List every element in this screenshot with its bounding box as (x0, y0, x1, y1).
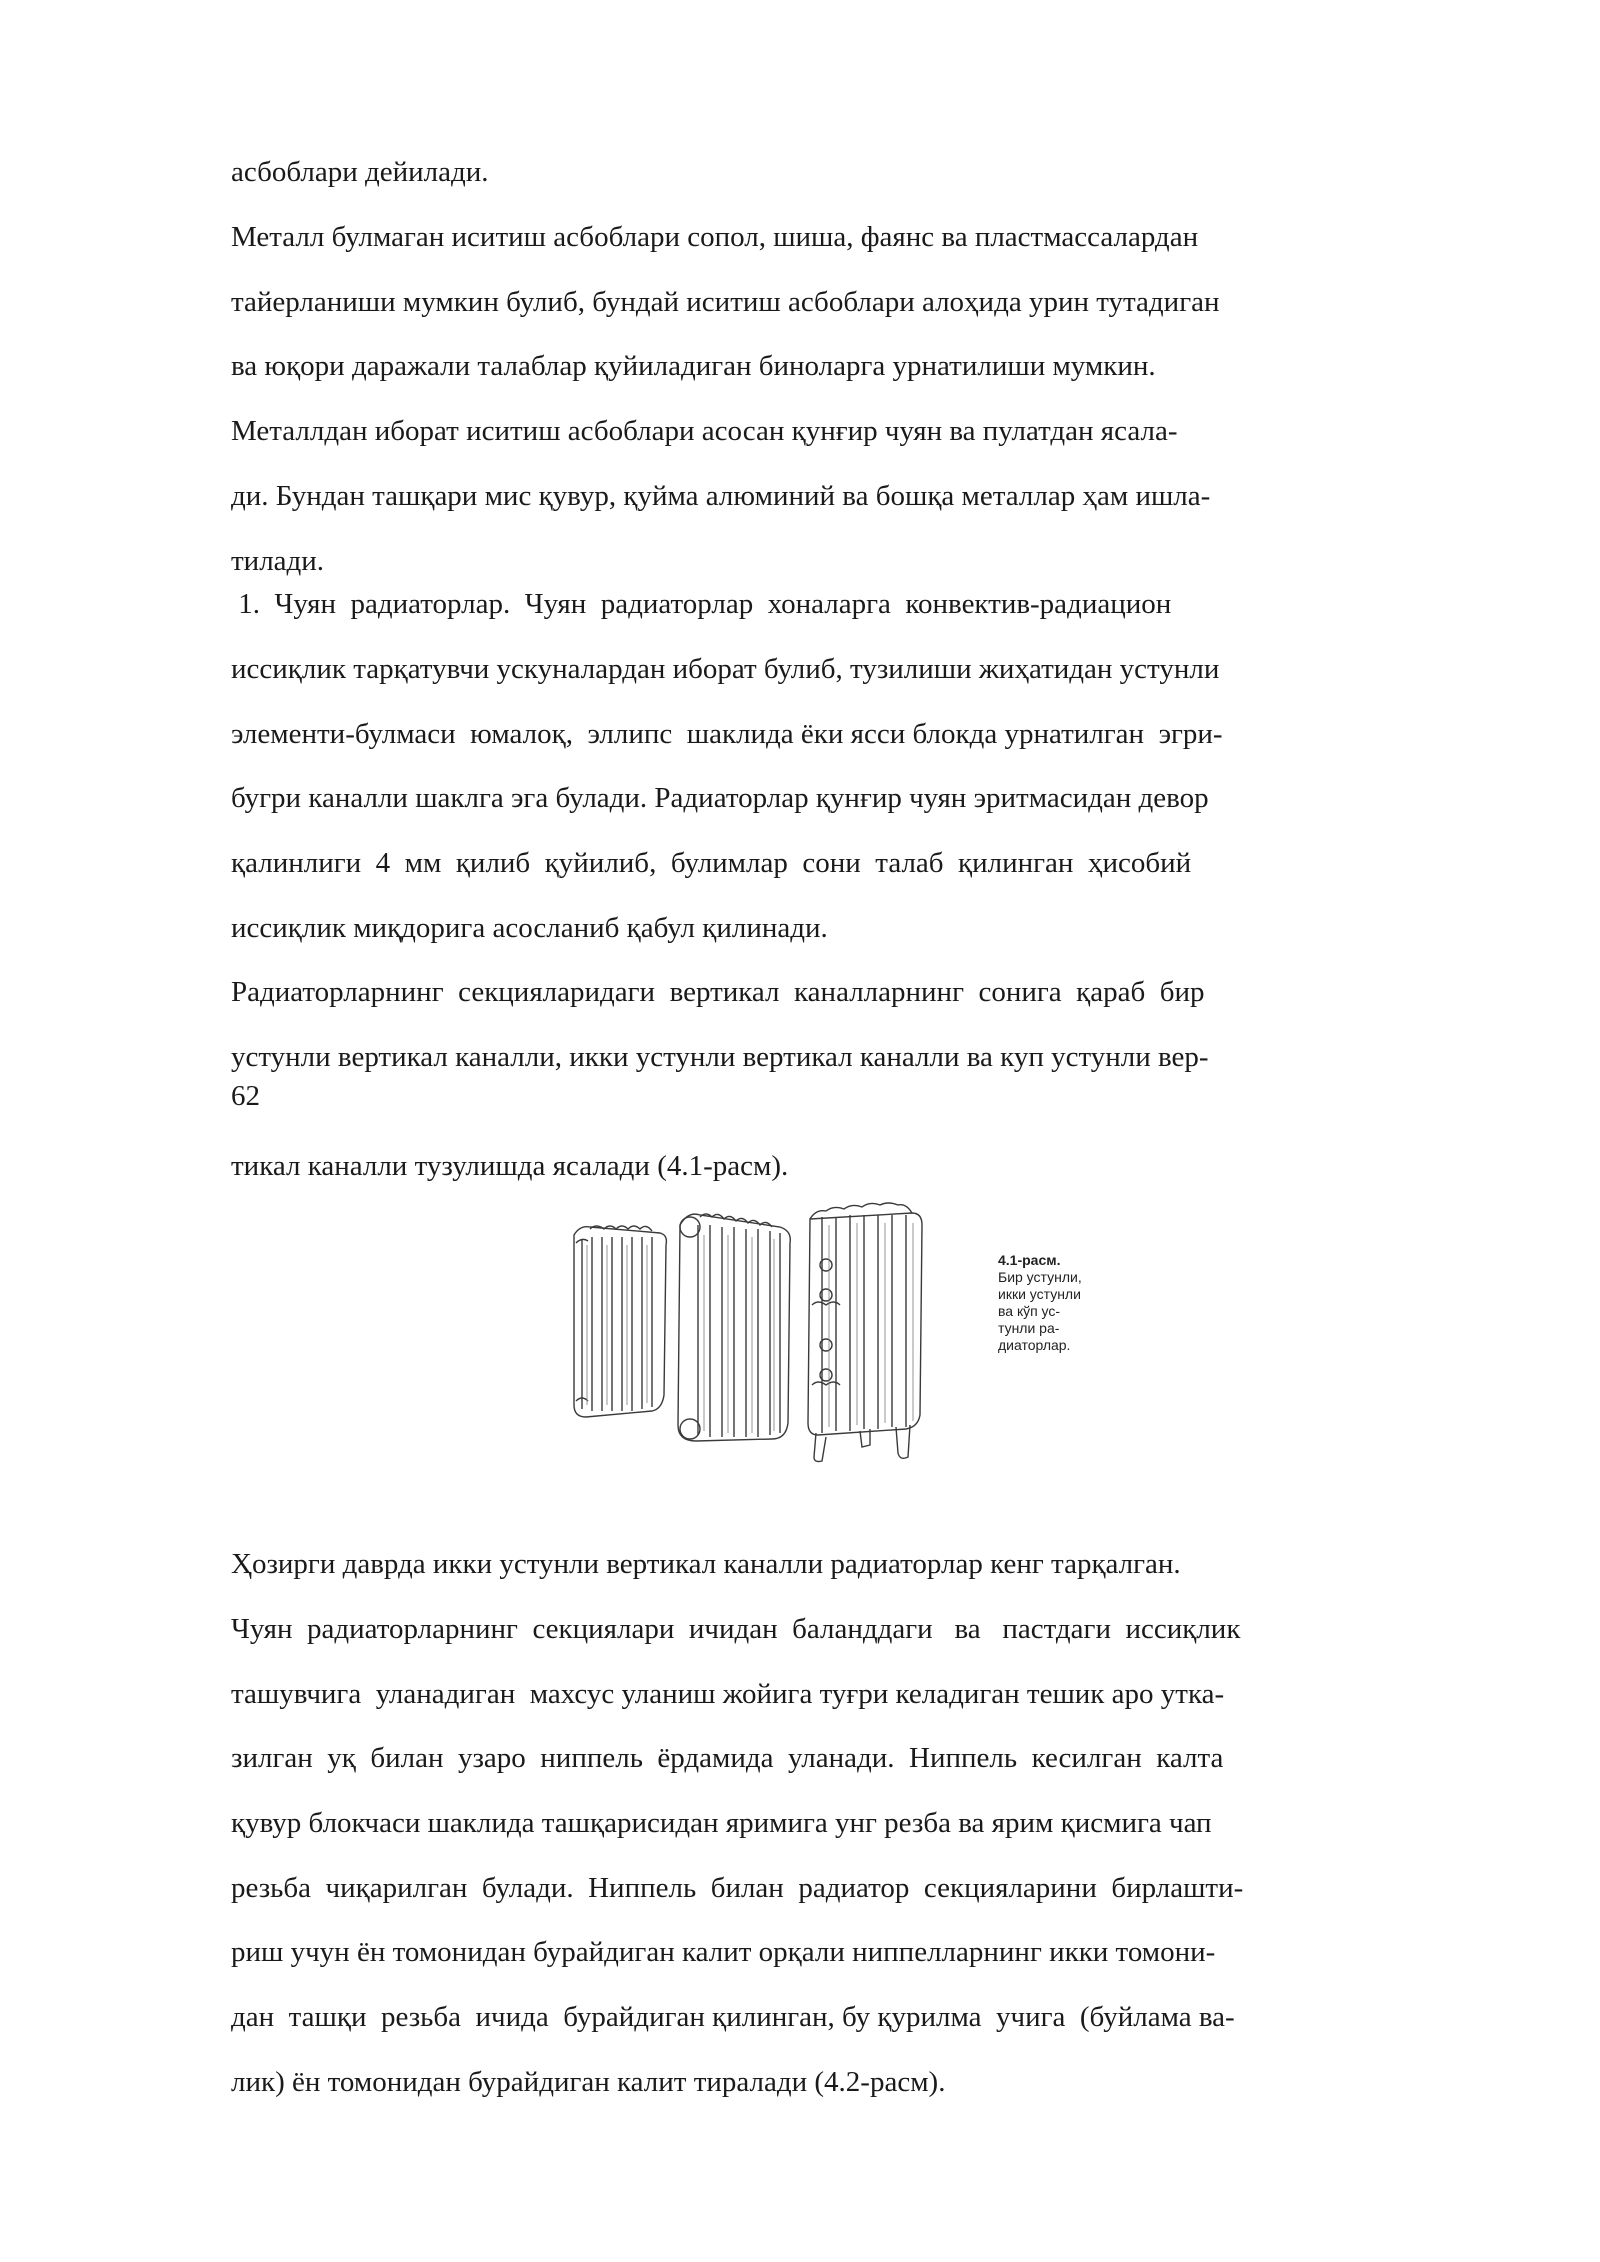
figure-caption-line: ва кўп ус- (998, 1303, 1061, 1319)
text-line: қалинлиги 4 мм қилиб қуйилиб, булимлар сони талаб қилинган ҳисобий (231, 847, 1192, 879)
figure-caption (998, 1252, 1082, 1354)
multi-column-radiator-drawing (808, 1203, 922, 1462)
text-line: ва юқори даражали талаблар қуйиладиган биноларга урнатилиши мумкин. (231, 350, 1156, 382)
figure-caption-line: диаторлар. (998, 1337, 1071, 1353)
text-line: риш учун ён томонидан бурайдиган калит орқали ниппелларнинг икки томони- (231, 1936, 1216, 1968)
page-number: 62 (231, 1080, 260, 1112)
text-line: элементи-булмаси юмалоқ, эллипс шаклида ёки ясси блокда урнатилган эгри- (231, 718, 1223, 750)
text-line: ташувчига уланадиган махсус уланиш жойига туғри келадиган тешик аро утка- (231, 1678, 1225, 1710)
text-line: тилади. (231, 545, 325, 577)
text-line: Металлдан иборат иситиш асбоблари асосан қунғир чуян ва пулатдан ясала- (231, 415, 1178, 447)
text-line: лик) ён томонидан бурайдиган калит тиралади (4.2-расм). (231, 2066, 946, 2098)
text-line: Металл булмаган иситиш асбоблари сопол, шиша, фаянс ва пластмассалардан (231, 221, 1199, 253)
figure-caption-line: тунли ра- (998, 1320, 1060, 1336)
text-line: тайерланиши мумкин булиб, бундай иситиш асбоблари алоҳида урин тутадиган (231, 286, 1220, 318)
single-column-radiator-drawing (574, 1226, 666, 1417)
text-line: Чуян радиаторларнинг секциялари ичидан баланддаги ва пастдаги иссиқлик (231, 1613, 1241, 1645)
text-line: зилган уқ билан узаро ниппель ёрдамида уланади. Ниппель кесилган калта (231, 1742, 1224, 1774)
text-line: резьба чиқарилган булади. Ниппель билан радиатор секцияларини бирлашти- (231, 1872, 1244, 1904)
text-line: Ҳозирги даврда икки устунли вертикал каналли радиаторлар кенг тарқалган. (231, 1548, 1181, 1580)
text-line: 1. Чуян радиаторлар. Чуян радиаторлар хоналарга конвектив-радиацион (231, 588, 1172, 620)
text-line: иссиқлик миқдорига асосланиб қабул қилинади. (231, 912, 828, 944)
figure-caption-line: Бир устунли, (998, 1269, 1082, 1285)
text-line: асбоблари дейилади. (231, 156, 489, 188)
figure-caption-line: икки устунли (998, 1286, 1081, 1302)
figure-caption-title: 4.1-расм. (998, 1252, 1061, 1268)
text-line: тикал каналли тузулишда ясалади (4.1-расм). (231, 1150, 789, 1182)
text-line: ди. Бундан ташқари мис қувур, қуйма алюминий ва бошқа металлар ҳам ишла- (231, 480, 1211, 512)
text-line: дан ташқи резьба ичида бурайдиган қилинган, бу қурилма учига (буйлама ва- (231, 2001, 1235, 2033)
text-line: Радиаторларнинг секцияларидаги вертикал каналларнинг сонига қараб бир (231, 976, 1205, 1008)
two-column-radiator-drawing (678, 1214, 790, 1441)
text-line: иссиқлик тарқатувчи ускуналардан иборат булиб, тузилиши жиҳатидан устунли (231, 653, 1220, 685)
text-line: устунли вертикал каналли, икки устунли вертикал каналли ва куп устунли вер- (231, 1041, 1209, 1073)
text-line: бугри каналли шаклга эга булади. Радиаторлар қунғир чуян эритмасидан девор (231, 782, 1209, 814)
text-line: қувур блокчаси шаклида ташқарисидан яримига унг резба ва ярим қисмига чап (231, 1807, 1212, 1839)
